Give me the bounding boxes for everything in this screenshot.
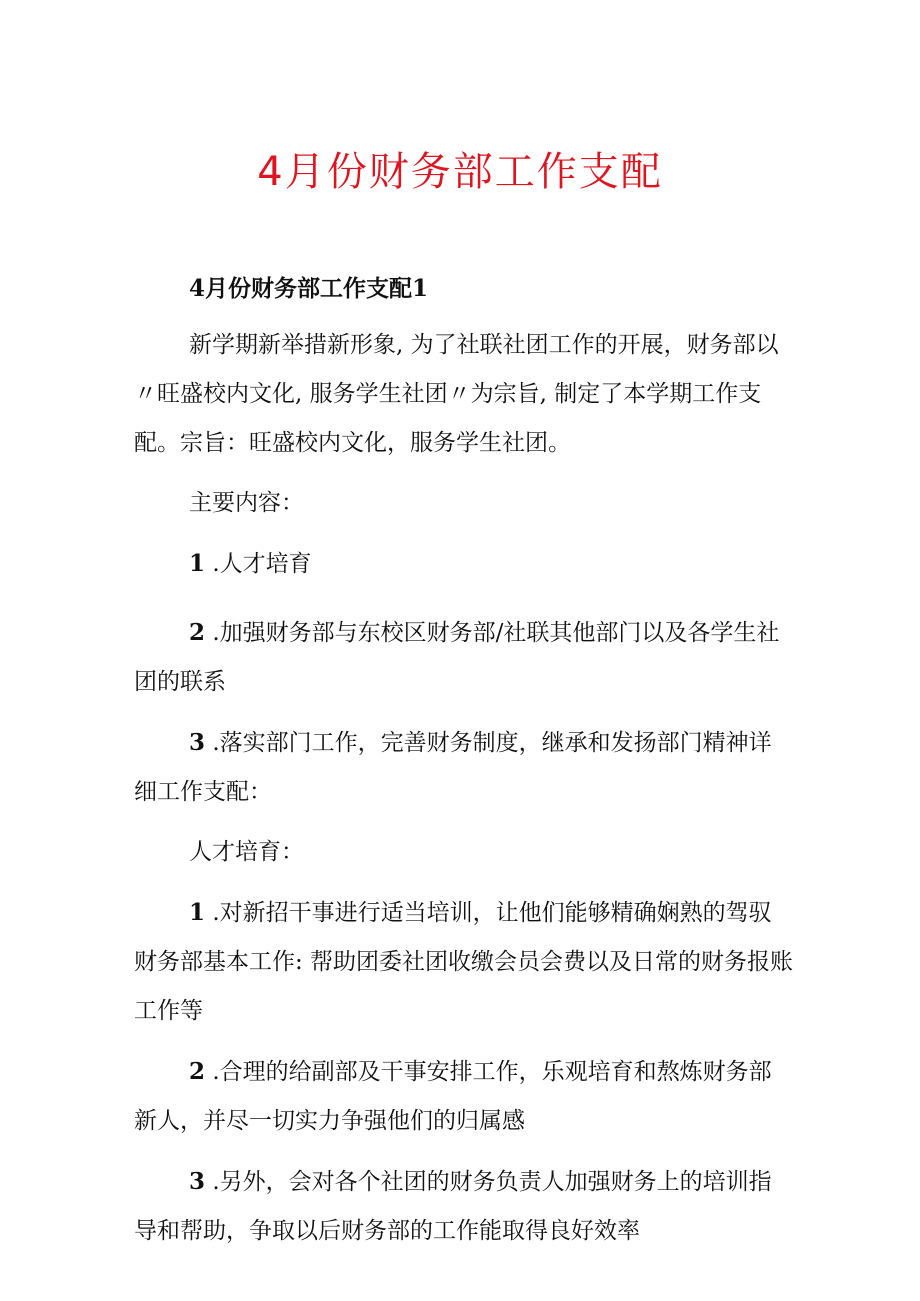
talent-item-text: .另外，会对各个社团的财务负责人加强财务上的培训指导和帮助，争取以后财务部的工作能取得良好效率 xyxy=(134,1169,772,1244)
main-item-text: .落实部门工作，完善财务制度，继承和发扬部门精神详细工作支配： xyxy=(134,730,772,805)
talent-item-text: .对新招干事进行适当培训，让他们能够精确娴熟的驾驭财务部基本工作: 帮助团委社团收缴会员会费以及日常的财务报账工作等 xyxy=(134,900,794,1024)
talent-heading: 人才培育： xyxy=(189,839,304,865)
document-subtitle: 4月份财务部工作支配1 xyxy=(189,275,429,302)
main-item xyxy=(134,608,794,707)
main-content-heading: 主要内容： xyxy=(189,490,304,516)
talent-item xyxy=(134,1157,794,1256)
document-title: 4月份财务部工作支配 xyxy=(257,149,663,195)
main-item xyxy=(134,718,794,817)
talent-item-number: 1 xyxy=(189,899,206,926)
intro-paragraph: 新学期新举措新形象, 为了社联社团工作的开展，财务部以〃旺盛校内文化, 服务学生社团〃为宗旨, 制定了本学期工作支配。宗旨：旺盛校内文化，服务学生社团。 xyxy=(134,332,779,456)
main-item-number: 3 xyxy=(189,729,206,756)
main-item-number: 2 xyxy=(189,619,206,646)
main-item-text: .人才培育 xyxy=(205,551,312,577)
main-item-number: 1 xyxy=(189,550,206,577)
main-item-text: .加强财务部与东校区财务部/社联其他部门以及各学生社团的联系 xyxy=(134,620,780,695)
talent-item-number: 2 xyxy=(189,1058,206,1085)
talent-item xyxy=(134,1047,794,1146)
main-item xyxy=(134,539,794,589)
talent-item xyxy=(134,888,794,1036)
talent-item-number: 3 xyxy=(189,1168,206,1195)
document-body xyxy=(134,264,794,1267)
talent-item-text: .合理的给副部及干事安排工作，乐观培育和熬炼财务部新人，并尽一切实力争强他们的归属感 xyxy=(134,1059,772,1134)
